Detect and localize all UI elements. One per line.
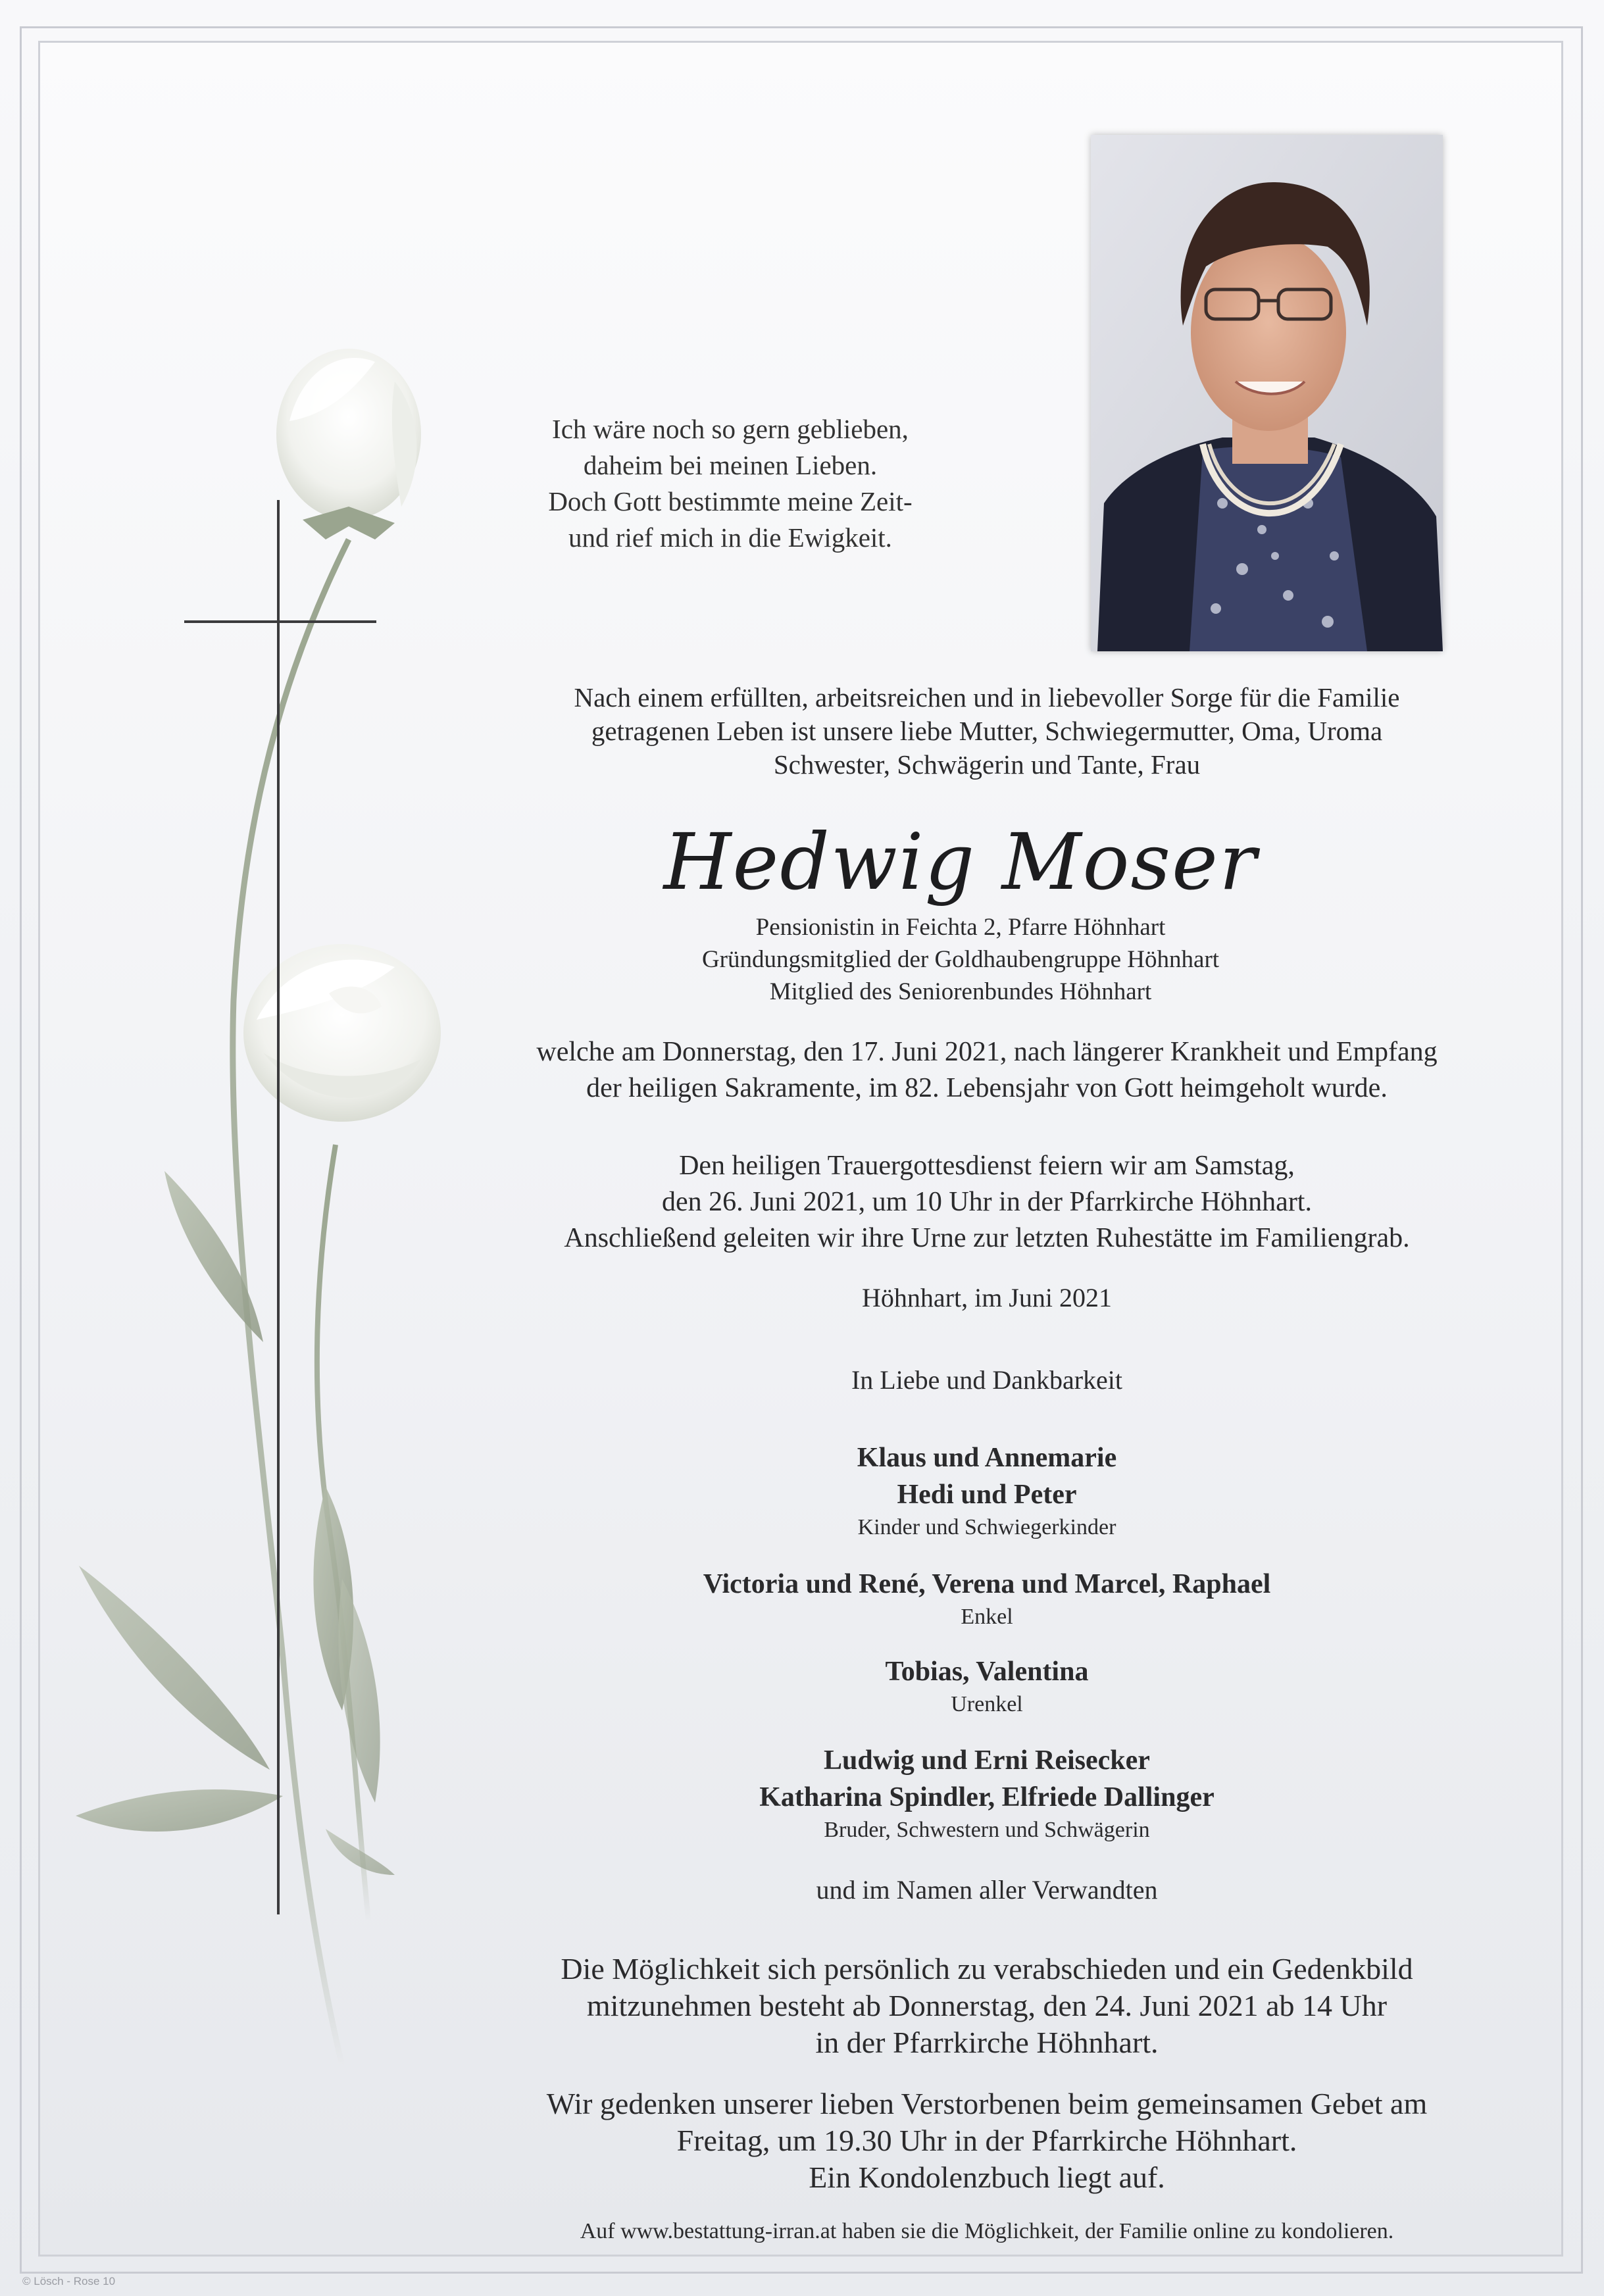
death-notice-line: der heiligen Sakramente, im 82. Lebensjahr von Gott heimgeholt wurde. (586, 1073, 1388, 1103)
design-credit: © Lösch - Rose 10 (22, 2275, 116, 2287)
place-date: Höhnhart, im Juni 2021 (862, 1283, 1112, 1312)
prayer-line: Wir gedenken unserer lieben Verstorbenen beim gemeinsamen Gebet am (546, 2087, 1428, 2120)
family-names: Ludwig und Erni Reisecker (824, 1745, 1150, 1776)
funeral-info (461, 1148, 1513, 1257)
intro-line: Nach einem erfüllten, arbeitsreichen und in liebevoller Sorge für die Familie (574, 682, 1400, 712)
closing-phrase: In Liebe und Dankbarkeit (851, 1365, 1123, 1395)
family-relation: Enkel (961, 1605, 1013, 1629)
family-names: Katharina Spindler, Elfriede Dallinger (759, 1782, 1215, 1812)
family-group-great-grandchildren (513, 1653, 1461, 1719)
poem-line: daheim bei meinen Lieben. (583, 450, 878, 480)
occupation-line: Pensionistin in Feichta 2, Pfarre Höhnhart (755, 914, 1166, 941)
prayer-line: Ein Kondolenzbuch liegt auf. (809, 2160, 1165, 2194)
prayer-info (447, 2085, 1526, 2196)
family-group-children (513, 1439, 1461, 1542)
poem-line: und rief mich in die Ewigkeit. (568, 522, 892, 553)
intro-line: Schwester, Schwägerin und Tante, Frau (773, 749, 1201, 780)
death-notice (447, 1034, 1526, 1107)
death-notice-line: welche am Donnerstag, den 17. Juni 2021, nach längerer Krankheit und Empfang (536, 1037, 1438, 1067)
poem-line: Doch Gott bestimmte meine Zeit- (548, 486, 913, 516)
farewell-info (447, 1951, 1526, 2061)
family-names: Tobias, Valentina (885, 1657, 1089, 1687)
family-names: Klaus und Annemarie (857, 1443, 1117, 1473)
intro-line: getragenen Leben ist unsere liebe Mutter, Schwiegermutter, Oma, Uroma (591, 716, 1383, 746)
family-group-grandchildren (513, 1566, 1461, 1632)
rose-icon (243, 944, 441, 1122)
deceased-name: Hedwig Moser (663, 816, 1258, 907)
relatives-note: und im Namen aller Verwandten (816, 1875, 1158, 1905)
family-relation: Kinder und Schwiegerkinder (857, 1515, 1116, 1539)
farewell-line: Die Möglichkeit sich persönlich zu verabschieden und ein Gedenkbild (561, 1952, 1413, 1985)
occupation-line: Mitglied des Seniorenbundes Höhnhart (769, 978, 1152, 1005)
family-names: Victoria und René, Verena und Marcel, Raphael (703, 1569, 1271, 1599)
leaf-icon (76, 1171, 395, 1875)
farewell-line: in der Pfarrkirche Höhnhart. (815, 2026, 1159, 2059)
poem-line: Ich wäre noch so gern geblieben, (552, 414, 909, 444)
occupation-line: Gründungsmitglied der Goldhaubengruppe Höhnhart (701, 946, 1220, 973)
occupation-text (566, 911, 1355, 1008)
website-note: Auf www.bestattung-irran.at haben sie die Möglichkeit, der Familie online zu kondolieren. (580, 2219, 1394, 2243)
funeral-line: den 26. Juni 2021, um 10 Uhr in der Pfarrkirche Höhnhart. (662, 1187, 1312, 1217)
rose-bud-icon (276, 349, 421, 539)
family-relation: Urenkel (951, 1692, 1023, 1716)
family-relation: Bruder, Schwestern und Schwägerin (824, 1818, 1150, 1842)
poem (480, 411, 980, 556)
family-names: Hedi und Peter (897, 1480, 1077, 1510)
family-group-siblings (513, 1742, 1461, 1845)
funeral-line: Anschließend geleiten wir ihre Urne zur letzten Ruhestätte im Familiengrab. (564, 1223, 1410, 1253)
rose-and-cross-illustration (66, 342, 474, 2079)
funeral-line: Den heiligen Trauergottesdienst feiern wir am Samstag, (679, 1151, 1295, 1181)
prayer-line: Freitag, um 19.30 Uhr in der Pfarrkirche Höhnhart. (676, 2124, 1297, 2157)
farewell-line: mitzunehmen besteht ab Donnerstag, den 24. Juni 2021 ab 14 Uhr (586, 1989, 1388, 2022)
portrait-photo (1091, 135, 1443, 651)
intro-text (461, 681, 1513, 782)
